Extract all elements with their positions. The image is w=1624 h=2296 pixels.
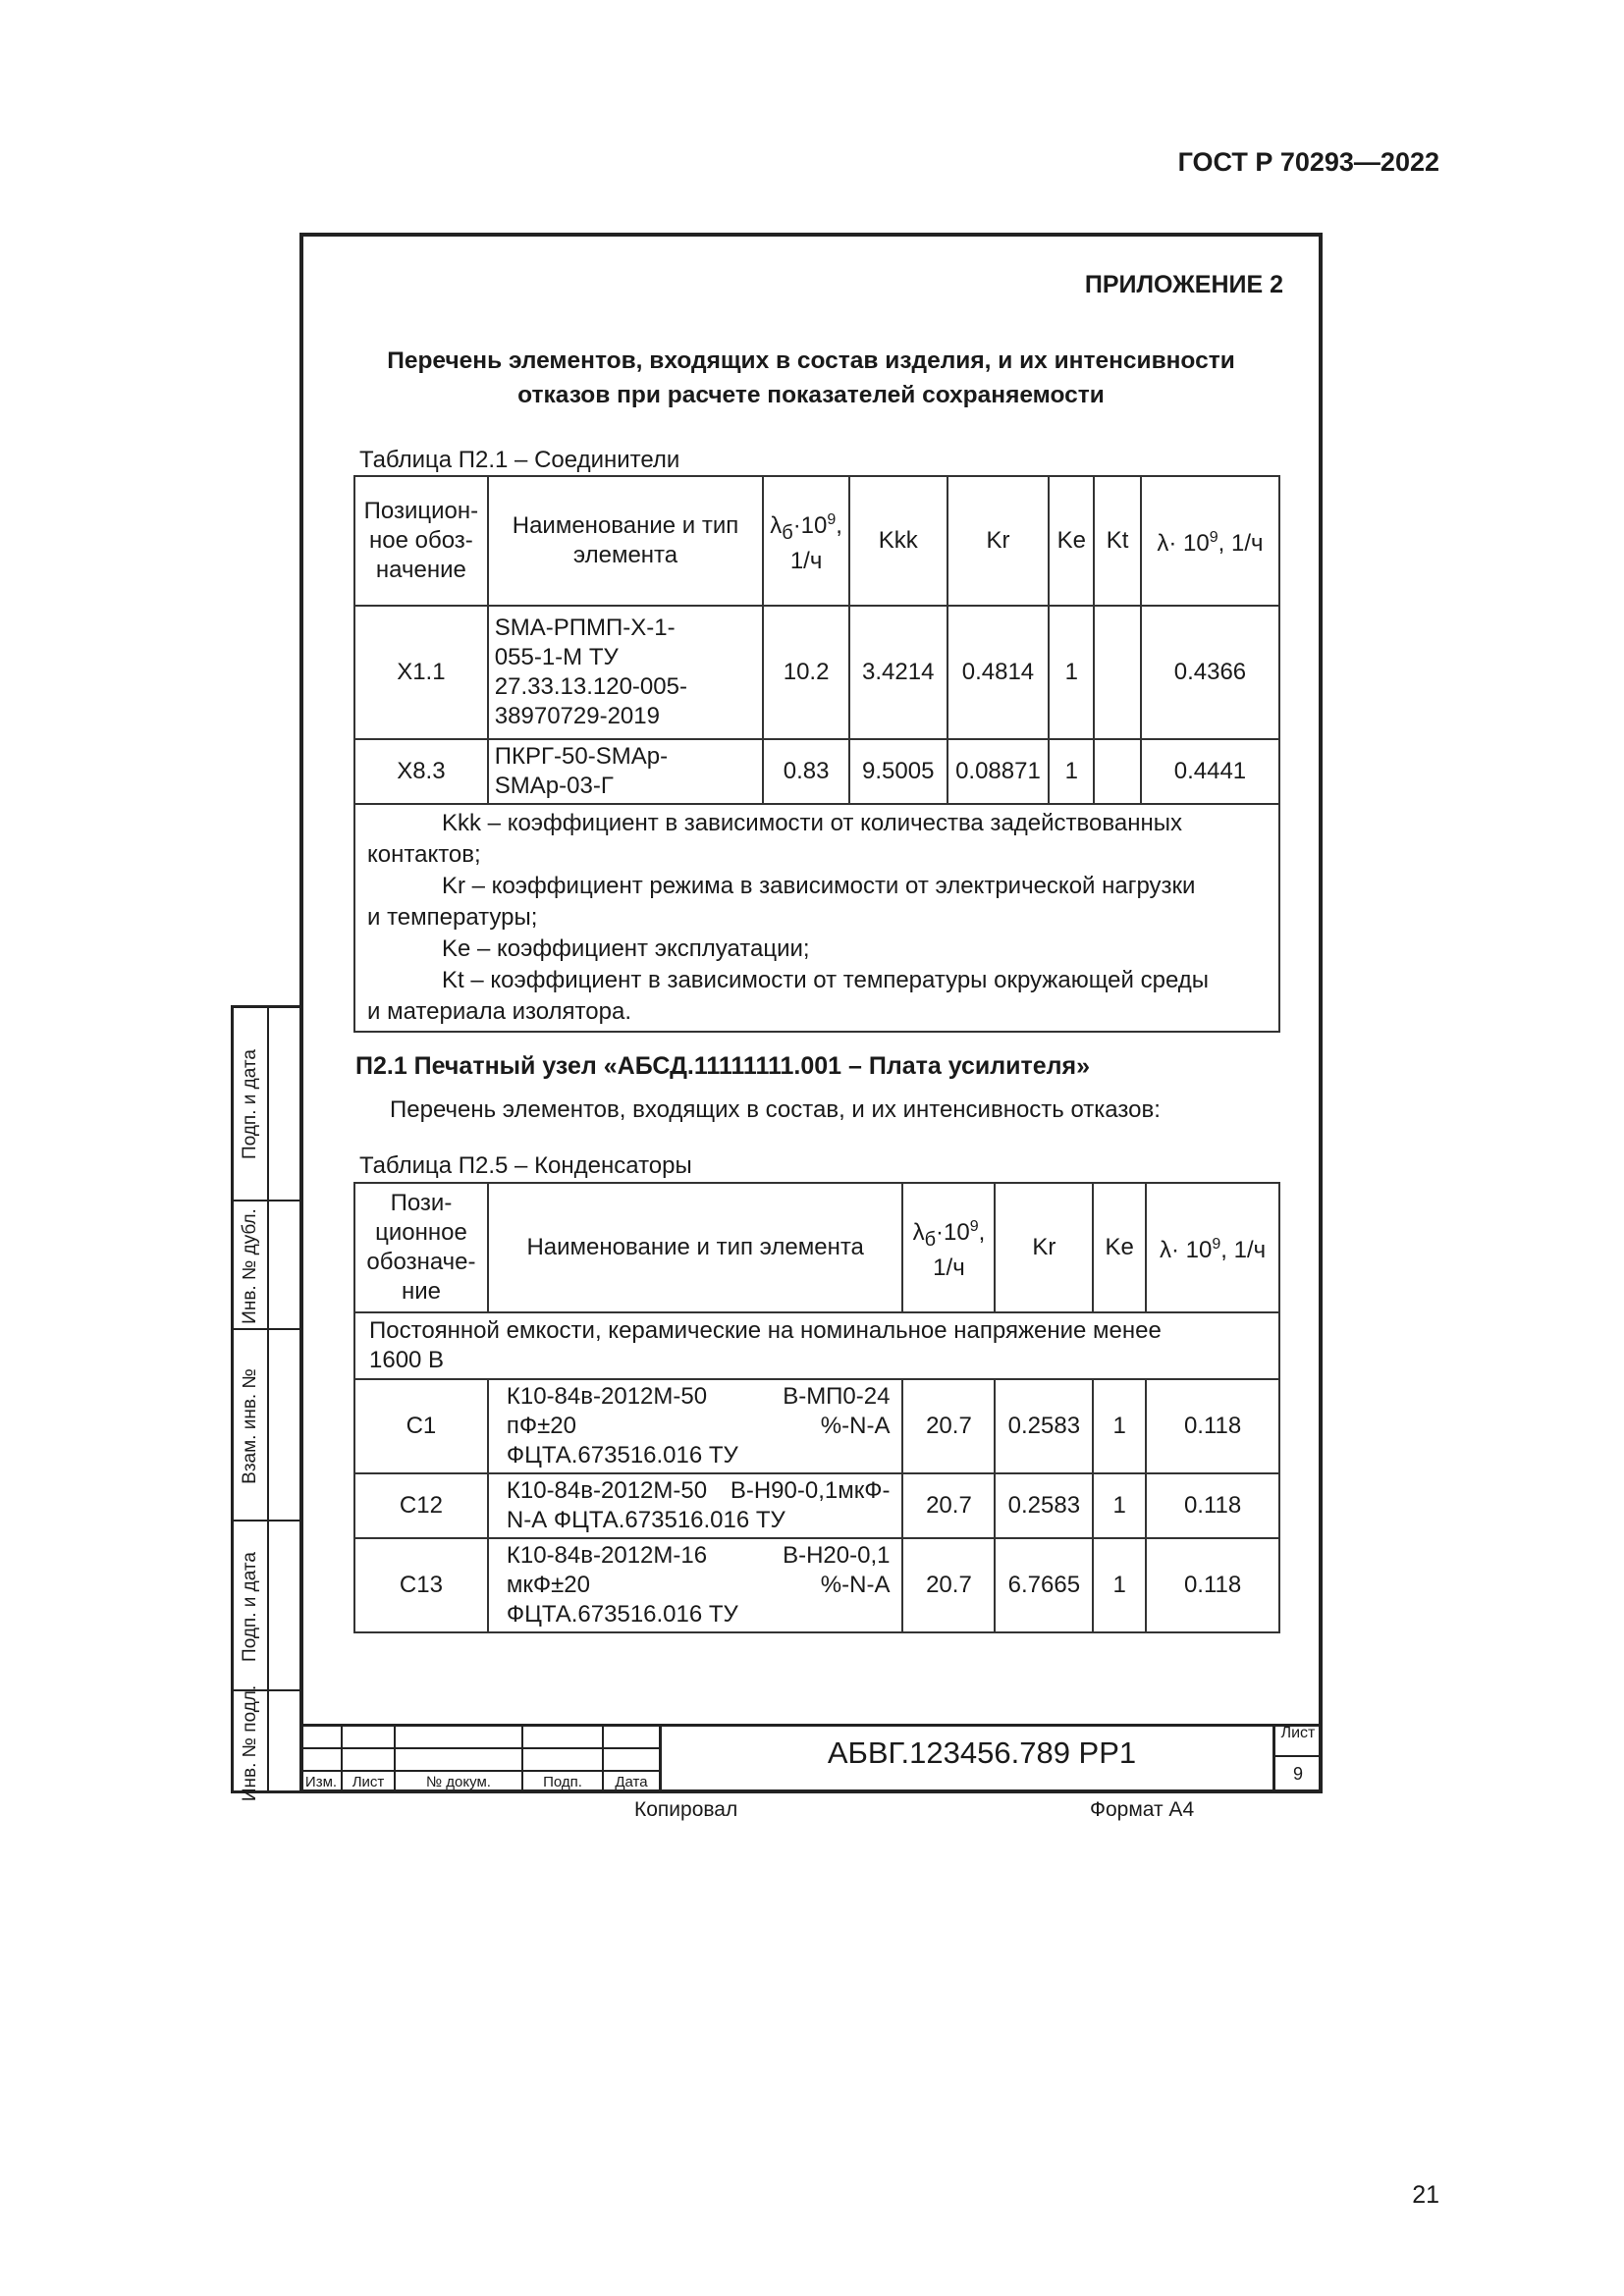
connectors-table xyxy=(353,475,1280,1033)
table1-header-name: Наименование и тип элемента xyxy=(488,476,763,606)
copied-label: Копировал xyxy=(634,1798,738,1821)
title-block-col-docnum: № докум. xyxy=(426,1774,491,1790)
cell-lambda: 0.118 xyxy=(1146,1473,1279,1538)
table2-header-row xyxy=(354,1183,1279,1312)
cell-lambda: 0.4441 xyxy=(1141,739,1279,804)
cell-kkk: 3.4214 xyxy=(849,606,947,739)
table2-header-name: Наименование и тип элемента xyxy=(488,1183,903,1312)
table2-header-kr: Kr xyxy=(995,1183,1093,1312)
cell-pos: X1.1 xyxy=(354,606,488,739)
table1-header-row xyxy=(354,476,1279,606)
cell-name: К10-84в-2012М-16 В-Н20-0,1 мкФ±20 %-N-А ФЦТА.673516.016 ТУ xyxy=(488,1538,903,1632)
table2-header-lambda-b: $\lambda_б\cdot 10^9$, 1/ч xyxy=(902,1183,995,1312)
title-block-col-sign: Подп. xyxy=(543,1774,582,1790)
cell-name: ПКРГ-50-SMAр- SMAр-03-Г xyxy=(488,739,763,804)
title-block-col-change: Изм. xyxy=(304,1774,338,1790)
cell-ke: 1 xyxy=(1093,1379,1146,1473)
cell-lambda: 0.4366 xyxy=(1141,606,1279,739)
document-title-line-1: Перечень элементов, входящих в состав изделия, и их интенсивности xyxy=(387,347,1235,374)
cell-lambda: 0.118 xyxy=(1146,1538,1279,1632)
cell-kr: 0.2583 xyxy=(995,1379,1093,1473)
appendix-label: ПРИЛОЖЕНИЕ 2 xyxy=(1084,271,1283,298)
cell-pos: C13 xyxy=(354,1538,488,1632)
table1-notes: Kkk – коэффициент в зависимости от количества задействованных контактов; Kr – коэффициент режима в зависимости от электрической нагрузки и температуры; Ke – коэффициент эксплуатации; Kt – коэффициент в зависимости от температуры окружающей среды и материала изолятора. xyxy=(354,804,1279,1032)
table-row xyxy=(354,606,1279,739)
section-intro: Перечень элементов, входящих в состав, и их интенсивность отказов: xyxy=(390,1096,1161,1123)
cell-pos: X8.3 xyxy=(354,739,488,804)
cell-ke: 1 xyxy=(1049,606,1094,739)
document-code: АБВГ.123456.789 РР1 xyxy=(827,1735,1137,1770)
table1-header-kkk: Kkk xyxy=(849,476,947,606)
side-stamp xyxy=(231,1005,303,1802)
document-title-line-2: отказов при расчете показателей сохраняемости xyxy=(517,382,1105,408)
table1-header-pos: Позицион- ное обоз- начение xyxy=(354,476,488,606)
title-block-col-date: Дата xyxy=(615,1774,648,1790)
cell-name: К10-84в-2012М-50 В-Н90-0,1мкФ- N-А ФЦТА.673516.016 ТУ xyxy=(488,1473,903,1538)
cell-kr: 0.2583 xyxy=(995,1473,1093,1538)
table1-header-kt: Kt xyxy=(1094,476,1141,606)
side-stamp-cell: Подп. и дата xyxy=(234,1520,267,1691)
document-title xyxy=(299,344,1323,412)
table-row xyxy=(354,1379,1279,1473)
cell-lambda-b: 20.7 xyxy=(902,1538,995,1632)
cell-pos: C1 xyxy=(354,1379,488,1473)
cell-name: SMA-РПМП-X-1- 055-1-М ТУ 27.33.13.120-005- 38970729-2019 xyxy=(488,606,763,739)
cell-kkk: 9.5005 xyxy=(849,739,947,804)
side-stamp-cell: Инв. № подл. xyxy=(234,1689,267,1795)
section-heading: П2.1 Печатный узел «АБСД.11111111.001 – Плата усилителя» xyxy=(355,1052,1091,1080)
table2-header-ke: Ke xyxy=(1093,1183,1146,1312)
capacitors-table xyxy=(353,1182,1280,1633)
cell-lambda-b: 0.83 xyxy=(763,739,849,804)
cell-kr: 0.08871 xyxy=(947,739,1050,804)
table1-caption: Таблица П2.1 – Соединители xyxy=(359,447,680,473)
cell-name: К10-84в-2012М-50 В-МП0-24 пФ±20 %-N-А ФЦТА.673516.016 ТУ xyxy=(488,1379,903,1473)
table1-header-kr: Kr xyxy=(947,476,1050,606)
side-stamp-cell: Взам. инв. № xyxy=(234,1328,267,1522)
cell-lambda: 0.118 xyxy=(1146,1379,1279,1473)
format-label: Формат А4 xyxy=(1090,1798,1195,1821)
cell-kr: 0.4814 xyxy=(947,606,1050,739)
cell-ke: 1 xyxy=(1049,739,1094,804)
table2-group-row xyxy=(354,1312,1279,1379)
table-row xyxy=(354,1538,1279,1632)
cell-ke: 1 xyxy=(1093,1473,1146,1538)
side-stamp-cell: Подп. и дата xyxy=(240,1048,260,1159)
table-row xyxy=(354,739,1279,804)
page-number: 21 xyxy=(1412,2181,1439,2209)
table1-header-ke: Ke xyxy=(1049,476,1094,606)
cell-kr: 6.7665 xyxy=(995,1538,1093,1632)
cell-kt xyxy=(1094,606,1141,739)
table1-header-lambda: $\lambda\cdot 10^9$, 1/ч xyxy=(1141,476,1279,606)
cell-ke: 1 xyxy=(1093,1538,1146,1632)
title-block-col-sheet: Лист xyxy=(352,1774,385,1790)
side-stamp-cell: Инв. № дубл. xyxy=(234,1200,267,1330)
table-row xyxy=(354,1473,1279,1538)
table1-notes-row xyxy=(354,804,1279,1032)
standard-number: ГОСТ Р 70293—2022 xyxy=(1177,147,1439,177)
table2-header-pos: Пози- ционное обозначе- ние xyxy=(354,1183,488,1312)
table2-caption: Таблица П2.5 – Конденсаторы xyxy=(359,1152,692,1179)
sheet-number: 9 xyxy=(1292,1764,1303,1784)
table2-group-label: Постоянной емкости, керамические на номинальное напряжение менее 1600 В xyxy=(354,1312,1279,1379)
cell-lambda-b: 10.2 xyxy=(763,606,849,739)
cell-pos: C12 xyxy=(354,1473,488,1538)
table2-header-lambda: $\lambda\cdot 10^9$, 1/ч xyxy=(1146,1183,1279,1312)
side-stamp-label-column xyxy=(234,1008,269,1802)
sheet-label: Лист xyxy=(1280,1725,1316,1741)
cell-lambda-b: 20.7 xyxy=(902,1379,995,1473)
cell-lambda-b: 20.7 xyxy=(902,1473,995,1538)
cell-kt xyxy=(1094,739,1141,804)
table1-header-lambda-b: $\lambda_б\cdot 10^9$, 1/ч xyxy=(763,476,849,606)
